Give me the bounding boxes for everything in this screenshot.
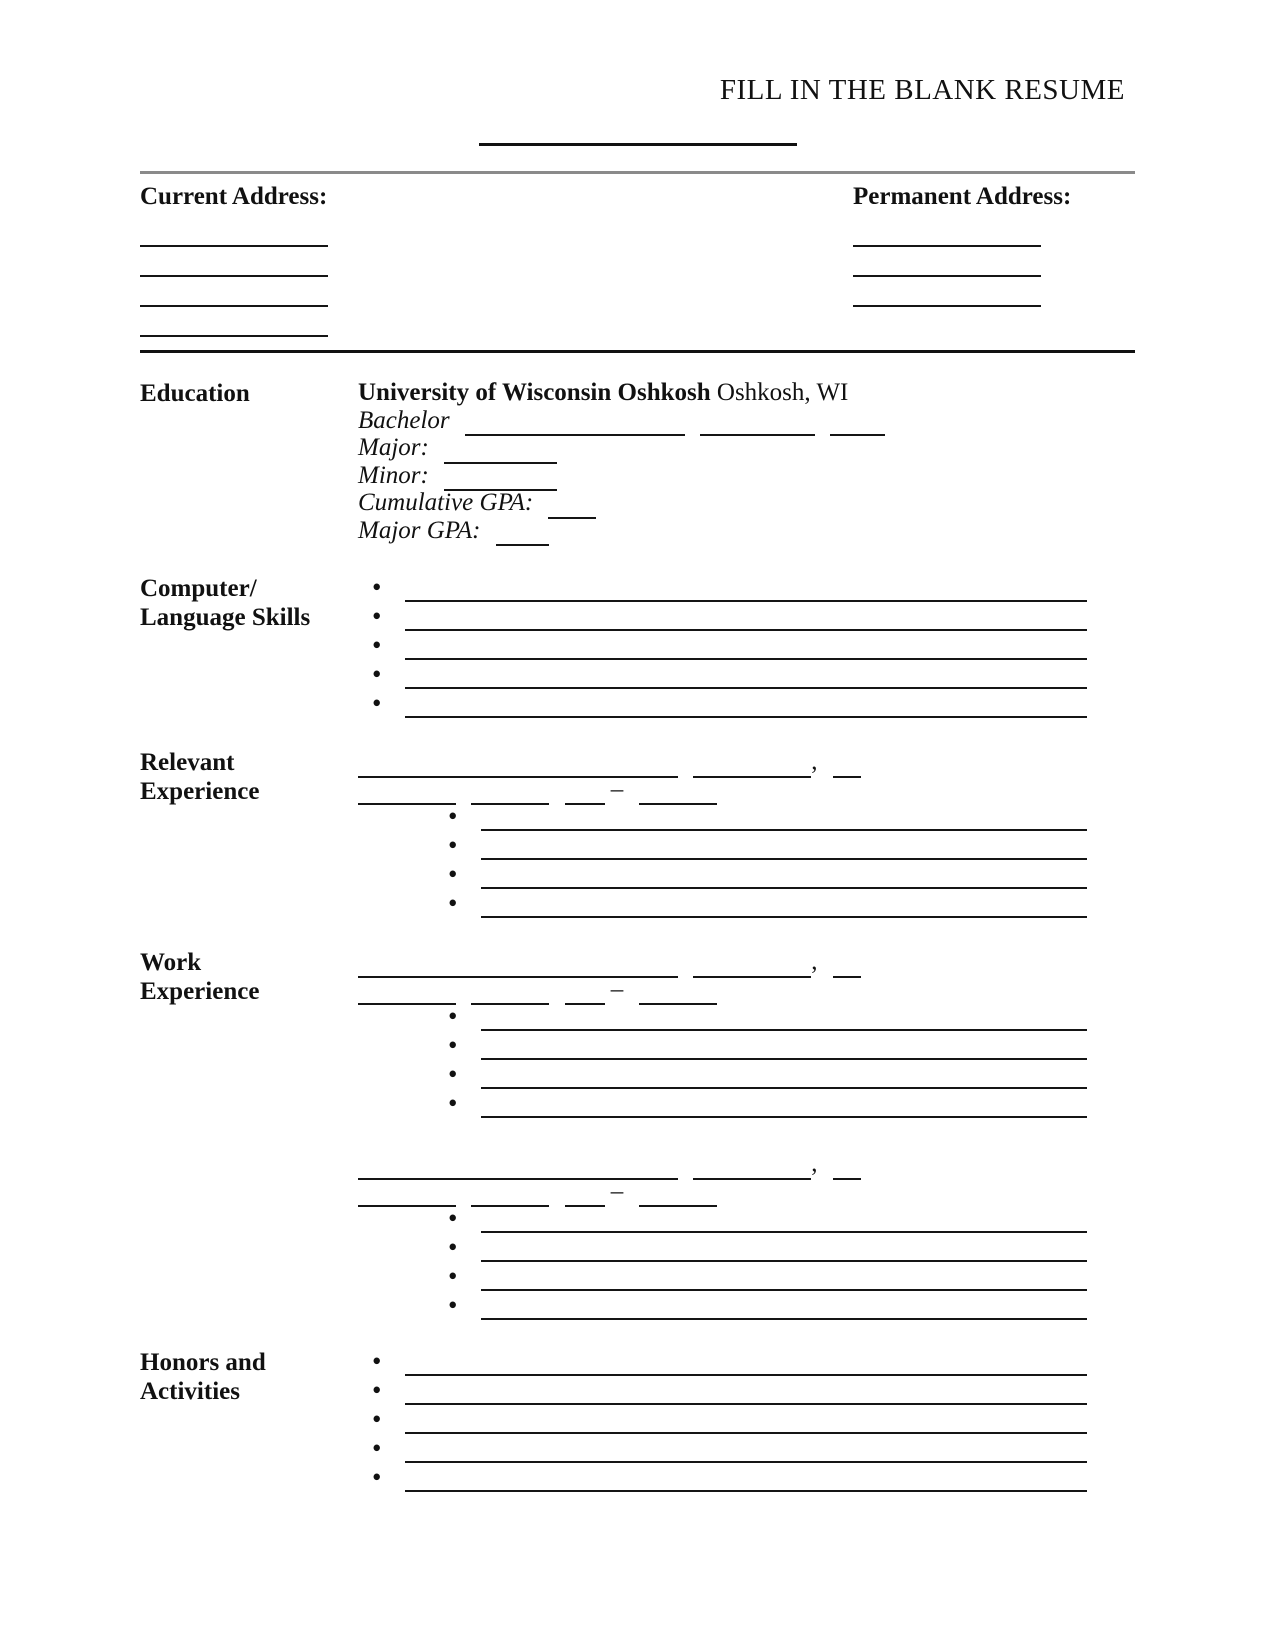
education-label: Education — [140, 380, 250, 407]
current-address-label: Current Address: — [140, 183, 328, 210]
start-month-blank — [471, 779, 549, 805]
detail-blank-line — [481, 1263, 1087, 1291]
organization-state-blank — [833, 752, 861, 778]
start-month-blank — [471, 979, 549, 1005]
permanent-address-column — [853, 183, 1135, 337]
honor-blank-line — [405, 1377, 1087, 1405]
organization-state-blank — [833, 1154, 861, 1180]
detail-blank-line — [481, 832, 1087, 860]
detail-blank-line — [481, 861, 1087, 889]
current-address-blank-1 — [140, 219, 328, 247]
title-dates-line — [358, 776, 1087, 804]
job-title-blank — [358, 779, 456, 805]
degree-blank-3 — [830, 410, 885, 436]
honors-label — [140, 1348, 358, 1406]
organization-line — [358, 1150, 1087, 1178]
relevant-experience-label — [140, 748, 358, 806]
detail-blank-line — [481, 803, 1087, 831]
work-experience-content — [358, 948, 1087, 1321]
permanent-address-blank-2 — [853, 249, 1041, 277]
detail-blank-line — [481, 1292, 1087, 1320]
detail-blank-line — [481, 1205, 1087, 1233]
work-experience-section — [140, 948, 1135, 1321]
comma-glyph: , — [811, 948, 818, 975]
organization-name-blank — [358, 952, 678, 978]
education-section — [140, 379, 1135, 544]
skill-blank-line — [405, 574, 1087, 602]
skills-label-line1: Computer/ — [140, 575, 257, 602]
detail-bullet-row — [358, 1263, 1087, 1292]
permanent-address-label: Permanent Address: — [853, 183, 1072, 210]
skill-bullet-row — [358, 632, 1087, 661]
detail-blank-line — [481, 1032, 1087, 1060]
cumulative-gpa-label: Cumulative GPA: — [358, 489, 534, 516]
honor-bullet-row — [358, 1377, 1087, 1406]
current-address-blank-4 — [140, 309, 328, 337]
job-title-blank — [358, 979, 456, 1005]
bullet-icon: • — [448, 888, 458, 918]
major-line — [358, 434, 1087, 462]
permanent-address-blank-3 — [853, 279, 1041, 307]
start-year-blank — [565, 779, 605, 805]
major-gpa-blank — [496, 520, 549, 546]
detail-blank-line — [481, 1061, 1087, 1089]
detail-bullet-row — [358, 803, 1087, 832]
detail-bullet-row — [358, 1205, 1087, 1234]
dash-glyph: – — [610, 1177, 624, 1205]
end-date-blank — [639, 779, 717, 805]
minor-label: Minor: — [358, 461, 429, 489]
honor-bullet-row — [358, 1348, 1087, 1377]
skill-bullet-row — [358, 574, 1087, 603]
cumulative-gpa-line — [358, 489, 1087, 517]
skill-bullet-row — [358, 661, 1087, 690]
bullet-icon: • — [448, 830, 458, 860]
comma-glyph: , — [811, 748, 818, 775]
detail-blank-line — [481, 890, 1087, 918]
honor-blank-line — [405, 1406, 1087, 1434]
comma-glyph: , — [811, 1150, 818, 1177]
job-title-blank — [358, 1181, 456, 1207]
skills-label — [140, 574, 358, 632]
detail-bullet-row — [358, 1292, 1087, 1321]
dash-glyph: – — [610, 975, 624, 1003]
work-label-line1: Work — [140, 949, 202, 976]
degree-blank-2 — [700, 410, 815, 436]
detail-blank-line — [481, 1003, 1087, 1031]
honors-label-line2: Activities — [140, 1378, 240, 1405]
work-entry-1 — [358, 948, 1087, 1119]
dash-glyph: – — [610, 775, 624, 803]
honor-bullet-row — [358, 1406, 1087, 1435]
school-name: University of Wisconsin Oshkosh — [358, 379, 711, 406]
skills-section — [140, 574, 1135, 719]
work-label-line2: Experience — [140, 978, 260, 1005]
bullet-icon: • — [448, 1001, 458, 1031]
title-dates-line — [358, 976, 1087, 1004]
detail-bullet-row — [358, 890, 1087, 919]
end-date-blank — [639, 1181, 717, 1207]
honor-blank-line — [405, 1464, 1087, 1492]
bullet-icon: • — [448, 1203, 458, 1233]
bullet-icon: • — [372, 572, 382, 602]
current-address-blank-2 — [140, 249, 328, 277]
degree-blank-1 — [465, 410, 685, 436]
bullet-icon: • — [448, 1030, 458, 1060]
major-blank — [444, 438, 557, 464]
honor-bullet-row — [358, 1435, 1087, 1464]
degree-label: Bachelor — [358, 406, 450, 434]
address-divider-rule — [140, 350, 1135, 353]
education-content — [358, 379, 1087, 544]
start-month-blank — [471, 1181, 549, 1207]
minor-line — [358, 462, 1087, 490]
relevant-label-line1: Relevant — [140, 749, 235, 776]
current-address-column — [140, 183, 480, 337]
relevant-label-line2: Experience — [140, 778, 260, 805]
bullet-icon: • — [448, 1290, 458, 1320]
end-date-blank — [639, 979, 717, 1005]
school-location: Oshkosh, WI — [716, 379, 849, 406]
detail-bullet-row — [358, 1003, 1087, 1032]
bullet-icon: • — [372, 601, 382, 631]
degree-line — [358, 407, 1087, 435]
detail-bullet-row — [358, 1234, 1087, 1263]
major-label: Major: — [358, 434, 429, 461]
work-experience-label — [140, 948, 358, 1006]
header-divider-rule — [140, 171, 1135, 174]
honors-content — [358, 1348, 1087, 1493]
relevant-experience-content — [358, 748, 1087, 919]
start-year-blank — [565, 1181, 605, 1207]
detail-blank-line — [481, 1090, 1087, 1118]
bullet-icon: • — [448, 801, 458, 831]
honor-blank-line — [405, 1348, 1087, 1376]
organization-line — [358, 948, 1087, 976]
organization-city-blank — [693, 752, 811, 778]
title-dates-line — [358, 1178, 1087, 1206]
name-blank-line — [479, 108, 797, 146]
current-address-blank-3 — [140, 279, 328, 307]
bullet-icon: • — [448, 1088, 458, 1118]
major-gpa-label: Major GPA: — [358, 516, 481, 544]
bullet-icon: • — [448, 1059, 458, 1089]
bullet-icon: • — [372, 630, 382, 660]
bullet-icon: • — [372, 1433, 382, 1463]
skill-blank-line — [405, 632, 1087, 660]
permanent-address-blank-1 — [853, 219, 1041, 247]
bullet-icon: • — [372, 1346, 382, 1376]
honors-label-line1: Honors and — [140, 1349, 266, 1376]
start-year-blank — [565, 979, 605, 1005]
major-gpa-line — [358, 517, 1087, 545]
organization-city-blank — [693, 952, 811, 978]
detail-bullet-row — [358, 1090, 1087, 1119]
cumulative-gpa-blank — [548, 493, 596, 519]
detail-bullet-row — [358, 861, 1087, 890]
honors-section — [140, 1348, 1135, 1493]
minor-blank — [444, 465, 557, 491]
bullet-icon: • — [372, 1404, 382, 1434]
skill-blank-line — [405, 603, 1087, 631]
organization-line — [358, 748, 1087, 776]
address-block — [140, 183, 1135, 337]
bullet-icon: • — [448, 1232, 458, 1262]
honor-blank-line — [405, 1435, 1087, 1463]
school-line — [358, 379, 1087, 407]
skill-bullet-row — [358, 603, 1087, 632]
detail-bullet-row — [358, 1032, 1087, 1061]
detail-bullet-row — [358, 1061, 1087, 1090]
detail-blank-line — [481, 1234, 1087, 1262]
relevant-experience-section — [140, 748, 1135, 919]
organization-name-blank — [358, 1154, 678, 1180]
skill-bullet-row — [358, 690, 1087, 719]
skill-blank-line — [405, 661, 1087, 689]
bullet-icon: • — [372, 1462, 382, 1492]
detail-bullet-row — [358, 832, 1087, 861]
organization-name-blank — [358, 752, 678, 778]
bullet-icon: • — [448, 859, 458, 889]
skills-label-line2: Language Skills — [140, 604, 311, 631]
honor-bullet-row — [358, 1464, 1087, 1493]
organization-state-blank — [833, 952, 861, 978]
bullet-icon: • — [372, 688, 382, 718]
skills-content — [358, 574, 1087, 719]
bullet-icon: • — [372, 659, 382, 689]
work-entry-2 — [358, 1150, 1087, 1321]
skill-blank-line — [405, 690, 1087, 718]
organization-city-blank — [693, 1154, 811, 1180]
page-title: FILL IN THE BLANK RESUME — [719, 74, 1125, 106]
bullet-icon: • — [372, 1375, 382, 1405]
bullet-icon: • — [448, 1261, 458, 1291]
